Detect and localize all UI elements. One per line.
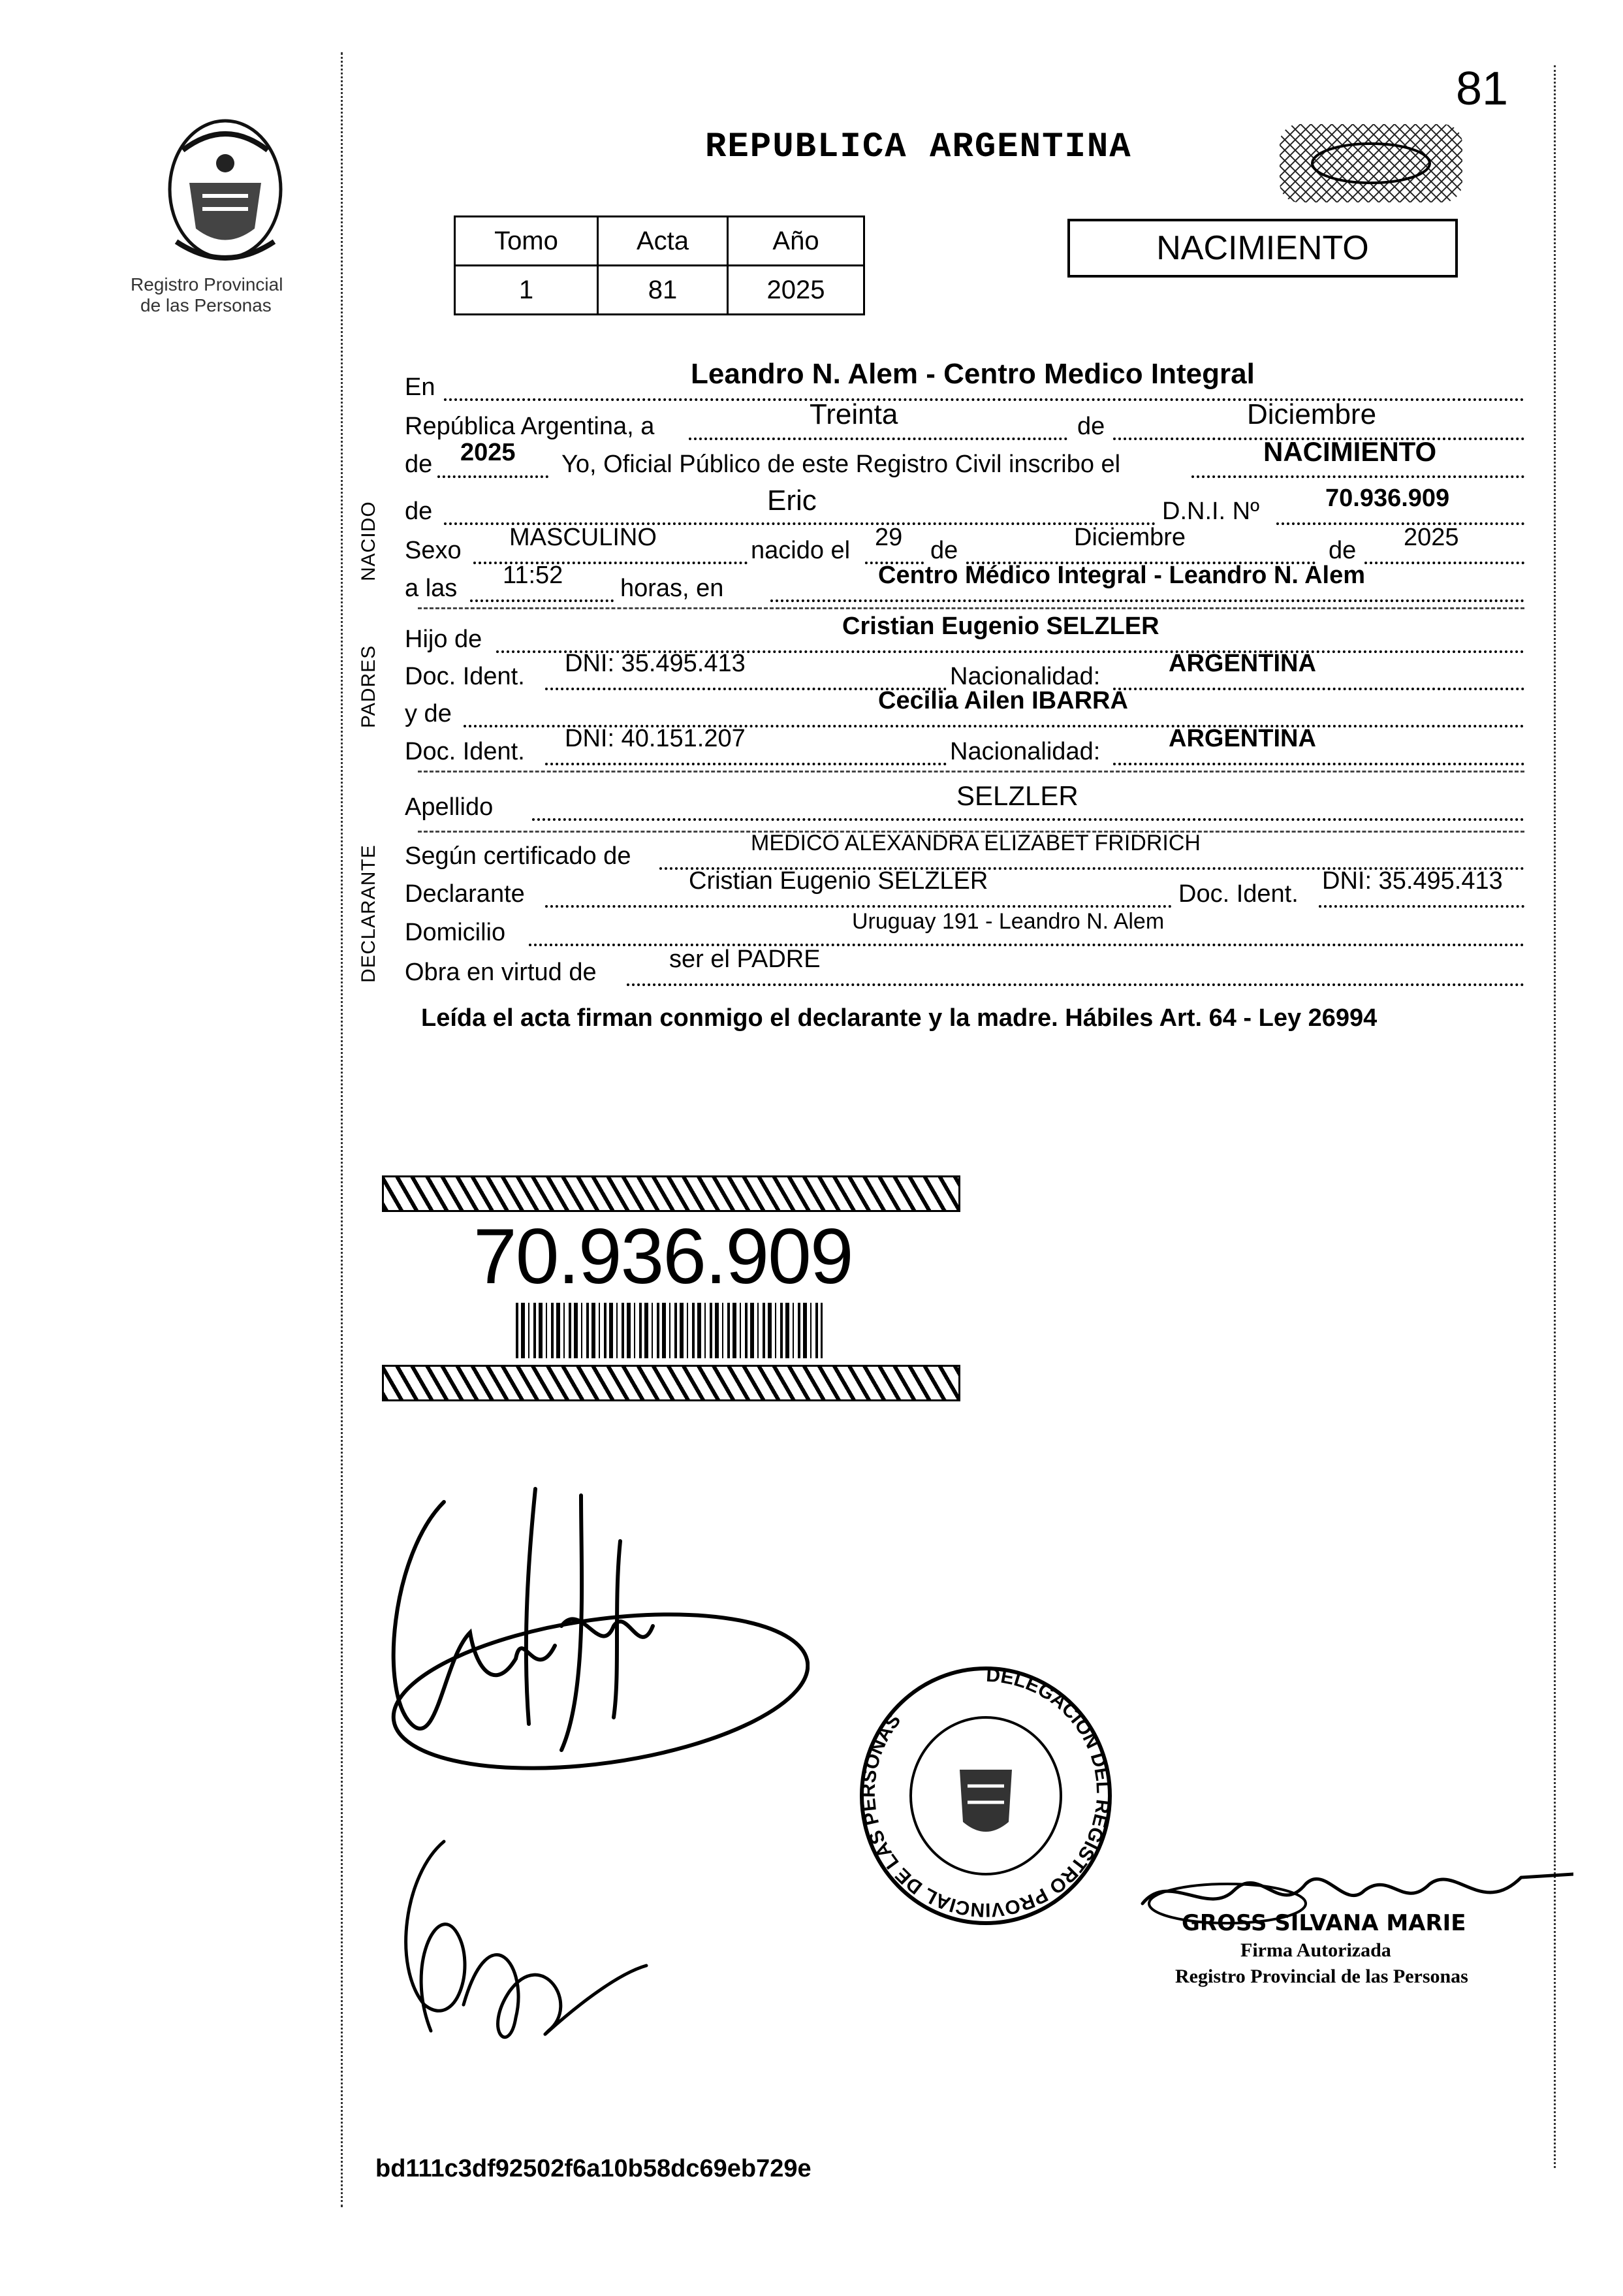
declarant-signature bbox=[366, 1476, 810, 1815]
child-name: Eric bbox=[767, 485, 817, 517]
yo-label: Yo, Oficial Público de este Registro Civil inscribo el bbox=[561, 451, 1121, 478]
obra-label: Obra en virtud de bbox=[405, 959, 597, 986]
month-value: Diciembre bbox=[1247, 398, 1377, 430]
side-label-nacido: NACIDO bbox=[358, 501, 379, 581]
birth-year-line bbox=[1364, 562, 1524, 564]
birth-hour: 11:52 bbox=[503, 562, 563, 589]
apellido-value: SELZLER bbox=[956, 780, 1079, 811]
record-type-box bbox=[1067, 219, 1458, 278]
certificate-doctor: MEDICO ALEXANDRA ELIZABET FRIDRICH bbox=[751, 831, 1201, 855]
year-value: 2025 bbox=[460, 439, 516, 466]
birth-day: 29 bbox=[875, 524, 903, 551]
closing-text: Leída el acta firman conmigo el declarante y la madre. Hábiles Art. 64 - Ley 26994 bbox=[421, 1004, 1378, 1032]
day-line bbox=[689, 438, 1067, 440]
alas-label: a las bbox=[405, 575, 458, 602]
declarante-doc: DNI: 35.495.413 bbox=[1322, 867, 1503, 895]
col-header-acta: Acta bbox=[597, 217, 727, 266]
provincial-emblem bbox=[157, 111, 294, 281]
left-margin-line bbox=[341, 52, 343, 2207]
official-office: Registro Provincial de las Personas bbox=[1175, 1966, 1468, 1987]
page-number: 81 bbox=[1456, 63, 1509, 115]
doc-label-2: Doc. Ident. bbox=[405, 738, 525, 765]
mother-name: Cecilia Ailen IBARRA bbox=[878, 687, 1128, 714]
official-stamp bbox=[855, 1662, 1116, 1930]
place-line bbox=[770, 599, 1524, 602]
emblem-caption-2: de las Personas bbox=[140, 295, 272, 315]
day-value: Treinta bbox=[810, 398, 898, 430]
declarante-line bbox=[545, 905, 1172, 908]
inscribo-line bbox=[1191, 475, 1524, 478]
dni-sticker-number: 70.936.909 bbox=[473, 1213, 853, 1300]
col-header-ano: Año bbox=[727, 217, 864, 266]
tomo-value: 1 bbox=[455, 266, 598, 315]
stamp-ring-text: DELEGACION DEL REGISTRO PROVINCIAL DE LAS PERSONAS bbox=[857, 1664, 1114, 1921]
inscribo-value: NACIMIENTO bbox=[1263, 436, 1437, 467]
declarante-name: Cristian Eugenio SELZLER bbox=[689, 867, 988, 895]
acta-value: 81 bbox=[597, 266, 727, 315]
declarante-label: Declarante bbox=[405, 880, 525, 908]
de-label-5: de bbox=[1329, 537, 1357, 564]
hour-line-2 bbox=[470, 599, 614, 602]
birth-year: 2025 bbox=[1404, 524, 1459, 551]
official-name: GROSS SILVANA MARIE bbox=[1182, 1910, 1466, 1936]
book-reference-table bbox=[454, 215, 865, 315]
barcode bbox=[516, 1303, 823, 1358]
segun-label: Según certificado de bbox=[405, 842, 631, 870]
nac-label-2: Nacionalidad: bbox=[950, 738, 1101, 765]
mother-nationality: ARGENTINA bbox=[1169, 725, 1316, 752]
domicilio-label: Domicilio bbox=[405, 919, 506, 946]
republica-label: República Argentina, a bbox=[405, 413, 655, 440]
horas-label: horas, en bbox=[620, 575, 724, 602]
hijo-label: Hijo de bbox=[405, 626, 482, 653]
dni-line bbox=[1276, 522, 1524, 525]
birth-month: Diciembre bbox=[1074, 524, 1186, 551]
yde-label: y de bbox=[405, 700, 452, 727]
domicilio-value: Uruguay 191 - Leandro N. Alem bbox=[852, 909, 1165, 934]
dni-label: D.N.I. Nº bbox=[1162, 498, 1259, 525]
doc-label-1: Doc. Ident. bbox=[405, 663, 525, 690]
country-title: REPUBLICA ARGENTINA bbox=[705, 127, 1132, 167]
col-header-tomo: Tomo bbox=[455, 217, 598, 266]
apellido-line bbox=[532, 818, 1524, 821]
nac-label-1: Nacionalidad: bbox=[950, 663, 1101, 690]
obra-value: ser el PADRE bbox=[669, 946, 821, 973]
separator-1 bbox=[418, 607, 1524, 609]
sexo-value: MASCULINO bbox=[509, 524, 657, 551]
obra-line bbox=[627, 983, 1524, 986]
separator-2 bbox=[418, 771, 1524, 773]
emblem-caption-1: Registro Provincial bbox=[131, 274, 283, 295]
right-margin-line bbox=[1554, 65, 1556, 2168]
year-line bbox=[437, 475, 548, 478]
document-hash: bd111c3df92502f6a10b58dc69eb729e bbox=[375, 2155, 812, 2182]
ano-value: 2025 bbox=[727, 266, 864, 315]
coat-of-arms-icon bbox=[157, 111, 294, 281]
mother-nat-line bbox=[1113, 763, 1524, 765]
de-label-1: de bbox=[1077, 413, 1105, 440]
record-type: NACIMIENTO bbox=[1156, 229, 1369, 267]
father-name: Cristian Eugenio SELZLER bbox=[842, 613, 1159, 640]
birth-place: Centro Médico Integral - Leandro N. Alem bbox=[878, 562, 1366, 589]
official-title: Firma Autorizada bbox=[1240, 1939, 1391, 1961]
mother-signature bbox=[385, 1835, 659, 2064]
de-label-3: de bbox=[405, 498, 433, 525]
sexo-label: Sexo bbox=[405, 537, 462, 564]
father-nationality: ARGENTINA bbox=[1169, 650, 1316, 677]
birth-location: Leandro N. Alem - Centro Medico Integral bbox=[691, 358, 1255, 390]
mother-doc-line bbox=[545, 763, 947, 765]
doc-label-3: Doc. Ident. bbox=[1178, 880, 1299, 908]
sticker-pattern-top bbox=[382, 1175, 960, 1212]
dni-value: 70.936.909 bbox=[1325, 485, 1450, 512]
security-hologram bbox=[1280, 124, 1462, 202]
father-nat-line bbox=[1113, 688, 1524, 690]
father-doc: DNI: 35.495.413 bbox=[565, 650, 746, 677]
apellido-label: Apellido bbox=[405, 793, 494, 821]
dni-sticker bbox=[382, 1175, 956, 1417]
declarante-doc-line bbox=[1319, 905, 1524, 908]
nacido-label: nacido el bbox=[751, 537, 851, 564]
side-label-padres: PADRES bbox=[358, 645, 379, 728]
en-label: En bbox=[405, 374, 435, 401]
sticker-pattern-bottom bbox=[382, 1365, 960, 1401]
de-label-2: de bbox=[405, 451, 433, 478]
de-label-4: de bbox=[930, 537, 958, 564]
mother-doc: DNI: 40.151.207 bbox=[565, 725, 746, 752]
side-label-declarante: DECLARANTE bbox=[358, 844, 379, 983]
